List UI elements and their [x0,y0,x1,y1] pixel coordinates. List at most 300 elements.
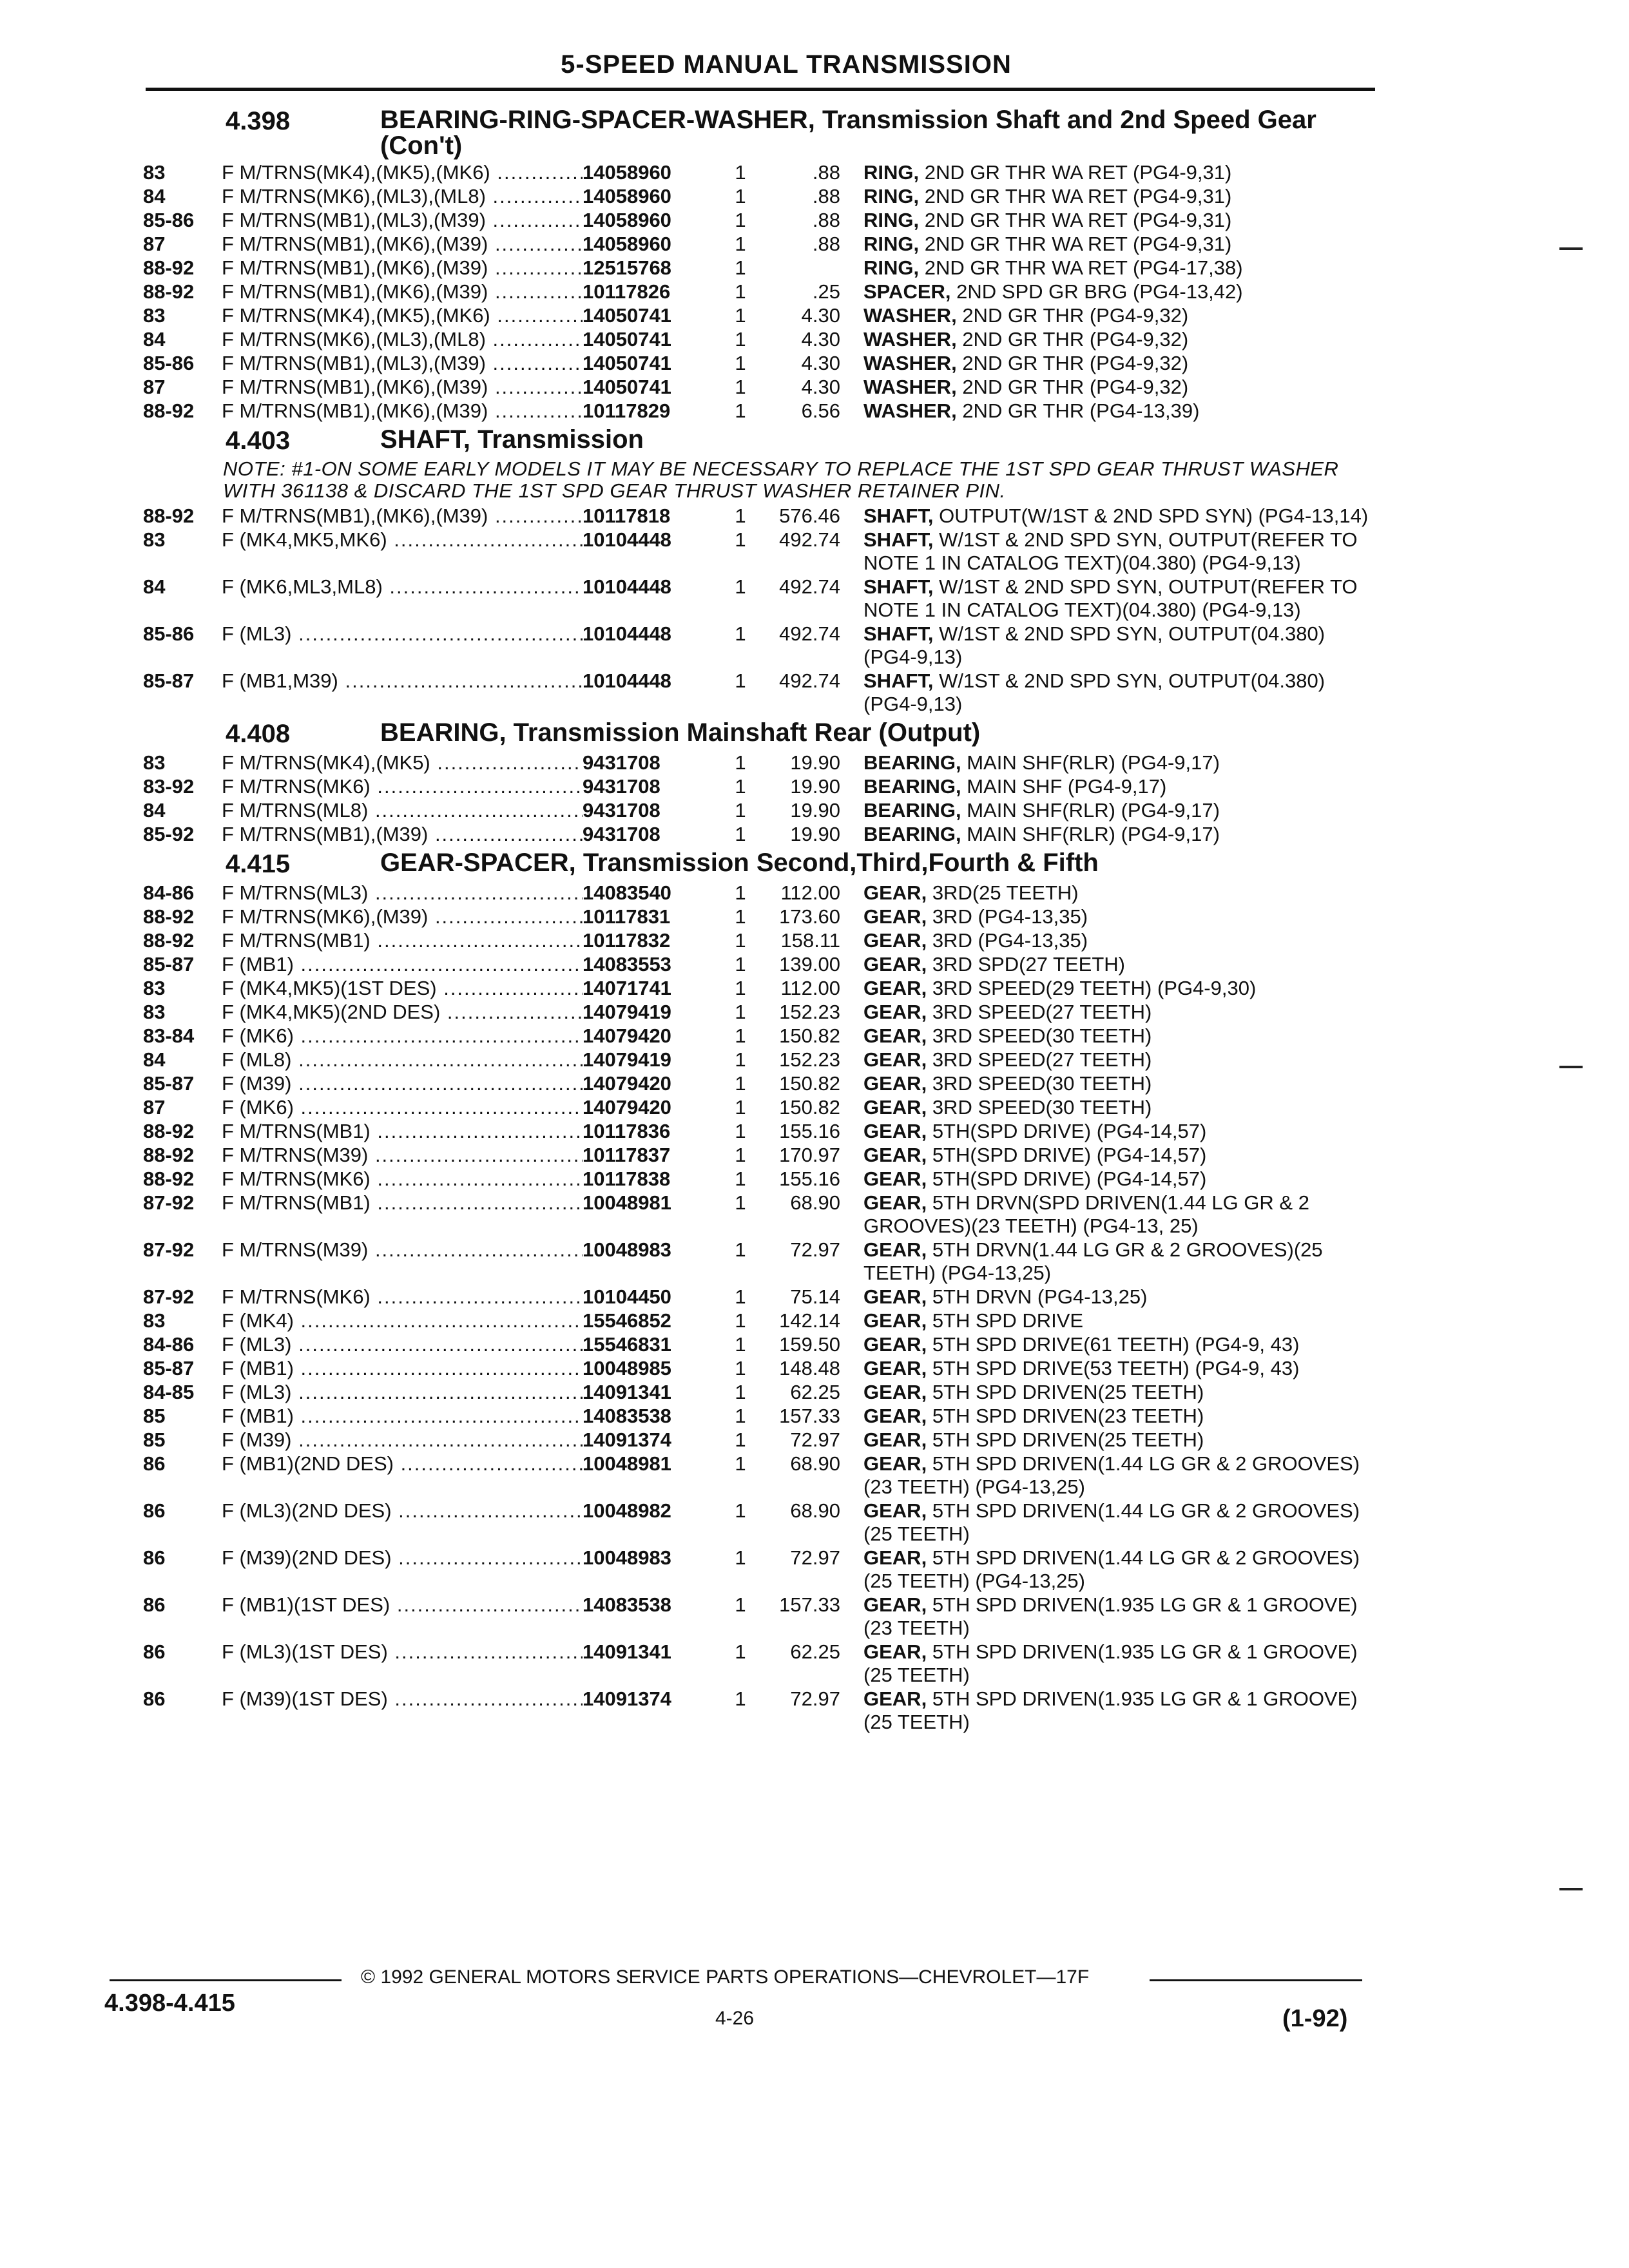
quantity-cell: 1 [735,1687,746,1710]
table-row [143,1120,1380,1143]
part-description: 3RD SPEED(30 TEETH) [932,1072,1152,1095]
part-description: 3RD SPEED(30 TEETH) [932,1096,1152,1119]
description-cell [863,1144,1380,1167]
price-cell: 492.74 [779,528,840,551]
footer-date: (1-92) [1282,2005,1348,2032]
table-row [143,352,1380,375]
year-cell: 87-92 [143,1238,195,1261]
part-description: 2ND GR THR (PG4-9,32) [962,352,1189,374]
part-description: 5TH SPD DRIVEN(1.44 LG GR & 2 GROOVES)(25 TEETH) (PG4-13,25) [863,1546,1360,1592]
section-note: NOTE: #1-ON SOME EARLY MODELS IT MAY BE NECESSARY TO REPLACE THE 1ST SPD GEAR THRUST WASHER WITH 361138 & DISCARD THE 1ST SPD GEAR THRUST WASHER RETAINER PIN. [223,457,1339,502]
year-cell: 87-92 [143,1285,195,1308]
price-cell: 72.97 [790,1428,840,1451]
model-cell: F M/TRNS(MB1),(MK6),(M39) ..... [222,505,583,528]
part-number-cell: 14050741 [583,304,671,327]
description-cell [863,823,1380,846]
quantity-cell: 1 [735,1048,746,1071]
part-number-cell: 10104448 [583,575,671,598]
part-name: BEARING, [863,823,961,845]
price-cell: 159.50 [779,1333,840,1356]
part-description: 3RD SPEED(29 TEETH) (PG4-9,30) [932,977,1257,999]
price-cell: 19.90 [790,799,840,822]
part-description: MAIN SHF(RLR) (PG4-9,17) [967,823,1220,845]
model-cell: F (MK6,ML3,ML8) ..... [222,575,583,599]
section-heading [143,850,1380,879]
part-description: 5TH SPD DRIVEN(25 TEETH) [932,1381,1204,1403]
description-cell [863,376,1380,399]
model-cell: F (MK4) ..... [222,1309,583,1332]
year-cell: 88-92 [143,1120,195,1142]
year-cell: 83 [143,1001,166,1023]
part-name: GEAR, [863,1357,927,1379]
year-cell: 86 [143,1499,166,1522]
part-description: 5TH SPD DRIVE [932,1309,1084,1332]
quantity-cell: 1 [735,775,746,798]
description-cell [863,977,1380,1000]
model-cell: F (ML3) ..... [222,1333,583,1356]
description-cell [863,1285,1380,1309]
model-cell: F (M39)(2ND DES) ..... [222,1546,583,1570]
quantity-cell: 1 [735,905,746,928]
part-name: GEAR, [863,1593,927,1616]
part-description: 3RD SPEED(27 TEETH) [932,1048,1152,1071]
part-description: 5TH(SPD DRIVE) (PG4-14,57) [932,1168,1207,1190]
description-cell [863,1405,1380,1428]
part-name: GEAR, [863,1144,927,1166]
part-number-cell: 10117836 [583,1120,671,1142]
table-row [143,1048,1380,1072]
description-cell [863,1333,1380,1356]
part-name: GEAR, [863,1499,927,1522]
table-row [143,161,1380,184]
part-number-cell: 10104448 [583,528,671,551]
part-name: BEARING, [863,799,961,822]
description-cell [863,1452,1380,1499]
part-name: RING, [863,161,920,184]
section-title: GEAR-SPACER, Transmission Second,Third,Fourth & Fifth [380,849,1099,877]
quantity-cell: 1 [735,304,746,327]
description-cell [863,669,1380,716]
part-number-cell: 14079420 [583,1072,671,1095]
model-cell: F M/TRNS(ML8) ..... [222,799,583,822]
table-row [143,881,1380,905]
part-number-cell: 10117832 [583,929,671,952]
part-name: SHAFT, [863,669,934,692]
part-description: 2ND GR THR WA RET (PG4-9,31) [924,209,1232,231]
price-cell: 157.33 [779,1593,840,1616]
part-name: BEARING, [863,775,961,798]
quantity-cell: 1 [735,1452,746,1475]
model-cell: F M/TRNS(MK6),(ML3),(ML8) ..... [222,328,583,351]
part-description: 5TH SPD DRIVEN(1.44 LG GR & 2 GROOVES)(23 TEETH) (PG4-13,25) [863,1452,1360,1498]
description-cell [863,1640,1380,1687]
description-cell [863,209,1380,232]
year-cell: 87 [143,233,166,255]
part-name: GEAR, [863,953,927,975]
year-cell: 88-92 [143,1144,195,1166]
part-name: WASHER, [863,352,957,374]
model-cell: F (M39)(1ST DES) ..... [222,1687,583,1711]
table-row [143,1144,1380,1167]
quantity-cell: 1 [735,1546,746,1569]
table-row [143,1191,1380,1238]
price-cell: 173.60 [779,905,840,928]
year-cell: 83 [143,528,166,551]
footer-copyright: © 1992 GENERAL MOTORS SERVICE PARTS OPERATIONS—CHEVROLET—17F [361,1966,1090,1988]
part-number-cell: 14091341 [583,1381,671,1403]
description-cell [863,399,1380,423]
section-number: 4.398 [226,107,291,135]
part-number-cell: 14079419 [583,1048,671,1071]
part-number-cell: 14083538 [583,1405,671,1427]
year-cell: 85-92 [143,823,195,845]
price-cell: 112.00 [780,977,840,999]
part-description: OUTPUT(W/1ST & 2ND SPD SYN) (PG4-13,14) [939,505,1369,527]
year-cell: 84 [143,799,166,822]
quantity-cell: 1 [735,1640,746,1663]
footer-rule-right [1150,1979,1362,1981]
year-cell: 88-92 [143,1168,195,1190]
quantity-cell: 1 [735,1096,746,1119]
price-cell: 62.25 [790,1640,840,1663]
model-cell: F M/TRNS(MB1),(MK6),(M39) ..... [222,256,583,280]
part-name: SHAFT, [863,505,934,527]
part-number-cell: 14058960 [583,209,671,231]
description-cell [863,505,1380,528]
table-row [143,1072,1380,1095]
part-description: 2ND GR THR WA RET (PG4-17,38) [924,256,1243,279]
quantity-cell: 1 [735,751,746,774]
part-description: 5TH DRVN(SPD DRIVEN(1.44 LG GR & 2 GROOVES)(23 TEETH) (PG4-13, 25) [863,1191,1309,1237]
model-cell: F M/TRNS(MB1) ..... [222,1191,583,1215]
part-description: 2ND SPD GR BRG (PG4-13,42) [956,280,1243,303]
quantity-cell: 1 [735,1191,746,1214]
part-number-cell: 10048982 [583,1499,671,1522]
model-cell: F M/TRNS(MB1),(ML3),(M39) ..... [222,209,583,232]
quantity-cell: 1 [735,256,746,279]
price-cell: .88 [812,161,840,184]
footer-page-number: 4-26 [715,2008,755,2029]
quantity-cell: 1 [735,1238,746,1261]
quantity-cell: 1 [735,1499,746,1522]
table-row [143,233,1380,256]
year-cell: 85 [143,1405,166,1427]
quantity-cell: 1 [735,233,746,255]
part-name: GEAR, [863,1452,927,1475]
quantity-cell: 1 [735,1428,746,1451]
section-number: 4.408 [226,720,291,748]
quantity-cell: 1 [735,953,746,975]
part-name: GEAR, [863,1001,927,1023]
part-description: 5TH(SPD DRIVE) (PG4-14,57) [932,1120,1207,1142]
part-name: RING, [863,256,920,279]
part-description: 5TH DRVN(1.44 LG GR & 2 GROOVES)(25 TEETH) (PG4-13,25) [863,1238,1323,1284]
model-cell: F M/TRNS(MB1),(M39) ..... [222,823,583,846]
price-cell: 4.30 [801,352,840,374]
description-cell [863,1024,1380,1048]
price-cell: 492.74 [779,669,840,692]
model-cell: F M/TRNS(MB1),(MK6),(M39) ..... [222,233,583,256]
part-number-cell: 14058960 [583,185,671,207]
price-cell: 19.90 [790,775,840,798]
price-cell: 62.25 [790,1381,840,1403]
table-row [143,1238,1380,1285]
part-description: 3RD SPEED(27 TEETH) [932,1001,1152,1023]
description-cell [863,1593,1380,1640]
part-number-cell: 14083538 [583,1593,671,1616]
part-name: GEAR, [863,905,927,928]
quantity-cell: 1 [735,823,746,845]
price-cell: 150.82 [779,1096,840,1119]
part-description: 3RD (PG4-13,35) [932,929,1088,952]
part-description: W/1ST & 2ND SPD SYN, OUTPUT(REFER TO NOTE 1 IN CATALOG TEXT)(04.380) (PG4-9,13) [863,528,1358,574]
part-number-cell: 10048983 [583,1546,671,1569]
part-description: 2ND GR THR (PG4-13,39) [962,399,1200,422]
part-name: SHAFT, [863,622,934,645]
part-name: GEAR, [863,1546,927,1569]
part-number-cell: 9431708 [583,775,660,798]
description-cell [863,622,1380,669]
year-cell: 85-86 [143,209,195,231]
part-number-cell: 10104450 [583,1285,671,1308]
part-name: GEAR, [863,1024,927,1047]
year-cell: 87 [143,376,166,398]
quantity-cell: 1 [735,1168,746,1190]
model-cell: F M/TRNS(MK6) ..... [222,1168,583,1191]
model-cell: F (MK6) ..... [222,1024,583,1048]
section-heading [143,720,1380,749]
year-cell: 84-86 [143,1333,195,1356]
table-row [143,1452,1380,1499]
model-cell: F M/TRNS(ML3) ..... [222,881,583,905]
section-title: BEARING-RING-SPACER-WASHER, Transmission Shaft and 2nd Speed Gear (Con't) [380,106,1316,160]
table-row [143,1593,1380,1640]
price-cell: .25 [812,280,840,303]
table-row [143,1640,1380,1687]
price-cell: 170.97 [779,1144,840,1166]
description-cell [863,1499,1380,1546]
year-cell: 86 [143,1593,166,1616]
year-cell: 88-92 [143,929,195,952]
part-name: RING, [863,209,920,231]
price-cell: 75.14 [790,1285,840,1308]
description-cell [863,1168,1380,1191]
year-cell: 83 [143,751,166,774]
description-cell [863,881,1380,905]
part-number-cell: 14091341 [583,1640,671,1663]
part-number-cell: 10117826 [583,280,671,303]
model-cell: F M/TRNS(MK6),(ML3),(ML8) ..... [222,185,583,208]
quantity-cell: 1 [735,1381,746,1403]
description-cell [863,1191,1380,1238]
quantity-cell: 1 [735,1333,746,1356]
part-description: 2ND GR THR (PG4-9,32) [962,304,1189,327]
table-row [143,1168,1380,1191]
description-cell [863,1072,1380,1095]
price-cell: 152.23 [779,1001,840,1023]
table-row [143,669,1380,716]
year-cell: 84 [143,1048,166,1071]
description-cell [863,256,1380,280]
table-row [143,1357,1380,1380]
price-cell: 72.97 [790,1546,840,1569]
quantity-cell: 1 [735,399,746,422]
year-cell: 84 [143,328,166,351]
price-cell: .88 [812,209,840,231]
part-number-cell: 10104448 [583,669,671,692]
price-cell: .88 [812,233,840,255]
quantity-cell: 1 [735,799,746,822]
table-row [143,209,1380,232]
model-cell: F M/TRNS(MK6) ..... [222,1285,583,1309]
table-row [143,1381,1380,1404]
price-cell: 576.46 [779,505,840,527]
price-cell: 68.90 [790,1499,840,1522]
price-cell: 142.14 [779,1309,840,1332]
quantity-cell: 1 [735,881,746,904]
price-cell: 152.23 [779,1048,840,1071]
part-name: GEAR, [863,1238,927,1261]
quantity-cell: 1 [735,1072,746,1095]
model-cell: F M/TRNS(MK4),(MK5) ..... [222,751,583,774]
part-number-cell: 14091374 [583,1687,671,1710]
part-description: 5TH SPD DRIVEN(1.44 LG GR & 2 GROOVES)(25 TEETH) [863,1499,1360,1545]
price-cell: 112.00 [780,881,840,904]
year-cell: 84-86 [143,881,195,904]
description-cell [863,1048,1380,1072]
part-name: GEAR, [863,1285,927,1308]
part-number-cell: 14058960 [583,233,671,255]
model-cell: F (MK6) ..... [222,1096,583,1119]
part-name: SHAFT, [863,528,934,551]
part-number-cell: 10048981 [583,1191,671,1214]
part-number-cell: 10117818 [583,505,671,527]
part-name: SPACER, [863,280,951,303]
part-number-cell: 14083540 [583,881,671,904]
price-cell: 155.16 [779,1120,840,1142]
part-description: 5TH(SPD DRIVE) (PG4-14,57) [932,1144,1207,1166]
part-name: GEAR, [863,929,927,952]
part-number-cell: 12515768 [583,256,671,279]
part-name: GEAR, [863,1687,927,1710]
part-description: 2ND GR THR WA RET (PG4-9,31) [924,233,1232,255]
part-number-cell: 14058960 [583,161,671,184]
model-cell: F (ML3) ..... [222,1381,583,1404]
table-row [143,823,1380,846]
part-name: BEARING, [863,751,961,774]
model-cell: F (MB1,M39) ..... [222,669,583,693]
table-row [143,799,1380,822]
part-description: W/1ST & 2ND SPD SYN, OUTPUT(04.380) (PG4-9,13) [863,669,1325,715]
price-cell: 72.97 [790,1238,840,1261]
description-cell [863,161,1380,184]
part-name: GEAR, [863,1096,927,1119]
price-cell: 158.11 [780,929,840,952]
quantity-cell: 1 [735,622,746,645]
part-description: 3RD (PG4-13,35) [932,905,1088,928]
description-cell [863,1546,1380,1593]
part-number-cell: 10117838 [583,1168,671,1190]
part-description: 2ND GR THR (PG4-9,32) [962,376,1189,398]
model-cell: F M/TRNS(MB1) ..... [222,1120,583,1143]
part-description: W/1ST & 2ND SPD SYN, OUTPUT(04.380) (PG4-9,13) [863,622,1325,668]
part-number-cell: 10104448 [583,622,671,645]
description-cell [863,280,1380,303]
year-cell: 88-92 [143,905,195,928]
table-row [143,622,1380,669]
part-name: WASHER, [863,399,957,422]
table-row [143,376,1380,399]
section-heading [143,107,1380,159]
table-row [143,304,1380,327]
footer-section-range: 4.398-4.415 [104,1990,235,2017]
model-cell: F (MK4,MK5)(2ND DES) ..... [222,1001,583,1024]
part-name: GEAR, [863,1048,927,1071]
year-cell: 87 [143,1096,166,1119]
part-number-cell: 14091374 [583,1428,671,1451]
model-cell: F M/TRNS(MK6),(M39) ..... [222,905,583,928]
margin-mark [1559,1066,1583,1068]
table-row [143,1309,1380,1332]
part-number-cell: 9431708 [583,799,660,822]
model-cell: F (MB1) ..... [222,1357,583,1380]
description-cell [863,775,1380,798]
description-cell [863,1381,1380,1404]
model-cell: F M/TRNS(M39) ..... [222,1238,583,1262]
part-name: GEAR, [863,1640,927,1663]
quantity-cell: 1 [735,209,746,231]
model-cell: F (ML3)(2ND DES) ..... [222,1499,583,1523]
table-row [143,1499,1380,1546]
part-description: 5TH SPD DRIVEN(1.935 LG GR & 1 GROOVE)(25 TEETH) [863,1640,1358,1686]
description-cell [863,1120,1380,1143]
price-cell: 150.82 [779,1072,840,1095]
quantity-cell: 1 [735,1285,746,1308]
model-cell: F M/TRNS(MK4),(MK5),(MK6) ..... [222,304,583,327]
year-cell: 85 [143,1428,166,1451]
description-cell [863,1687,1380,1734]
model-cell: F M/TRNS(MB1),(MK6),(M39) ..... [222,399,583,423]
price-cell: 68.90 [790,1191,840,1214]
description-cell [863,751,1380,774]
margin-mark [1559,247,1583,250]
part-name: GEAR, [863,1405,927,1427]
description-cell [863,185,1380,208]
part-number-cell: 14079420 [583,1024,671,1047]
part-name: GEAR, [863,1072,927,1095]
part-number-cell: 15546831 [583,1333,671,1356]
part-description: 2ND GR THR (PG4-9,32) [962,328,1189,351]
year-cell: 88-92 [143,505,195,527]
part-name: GEAR, [863,1120,927,1142]
description-cell [863,1309,1380,1332]
part-number-cell: 10048981 [583,1452,671,1475]
quantity-cell: 1 [735,929,746,952]
description-cell [863,304,1380,327]
description-cell [863,1357,1380,1380]
part-number-cell: 14071741 [583,977,671,999]
year-cell: 83-84 [143,1024,195,1047]
description-cell [863,1096,1380,1119]
year-cell: 86 [143,1687,166,1710]
year-cell: 83 [143,977,166,999]
table-row [143,399,1380,423]
model-cell: F (ML8) ..... [222,1048,583,1072]
quantity-cell: 1 [735,376,746,398]
model-cell: F (MB1)(1ST DES) ..... [222,1593,583,1617]
model-cell: F (MB1) ..... [222,953,583,976]
year-cell: 86 [143,1640,166,1663]
